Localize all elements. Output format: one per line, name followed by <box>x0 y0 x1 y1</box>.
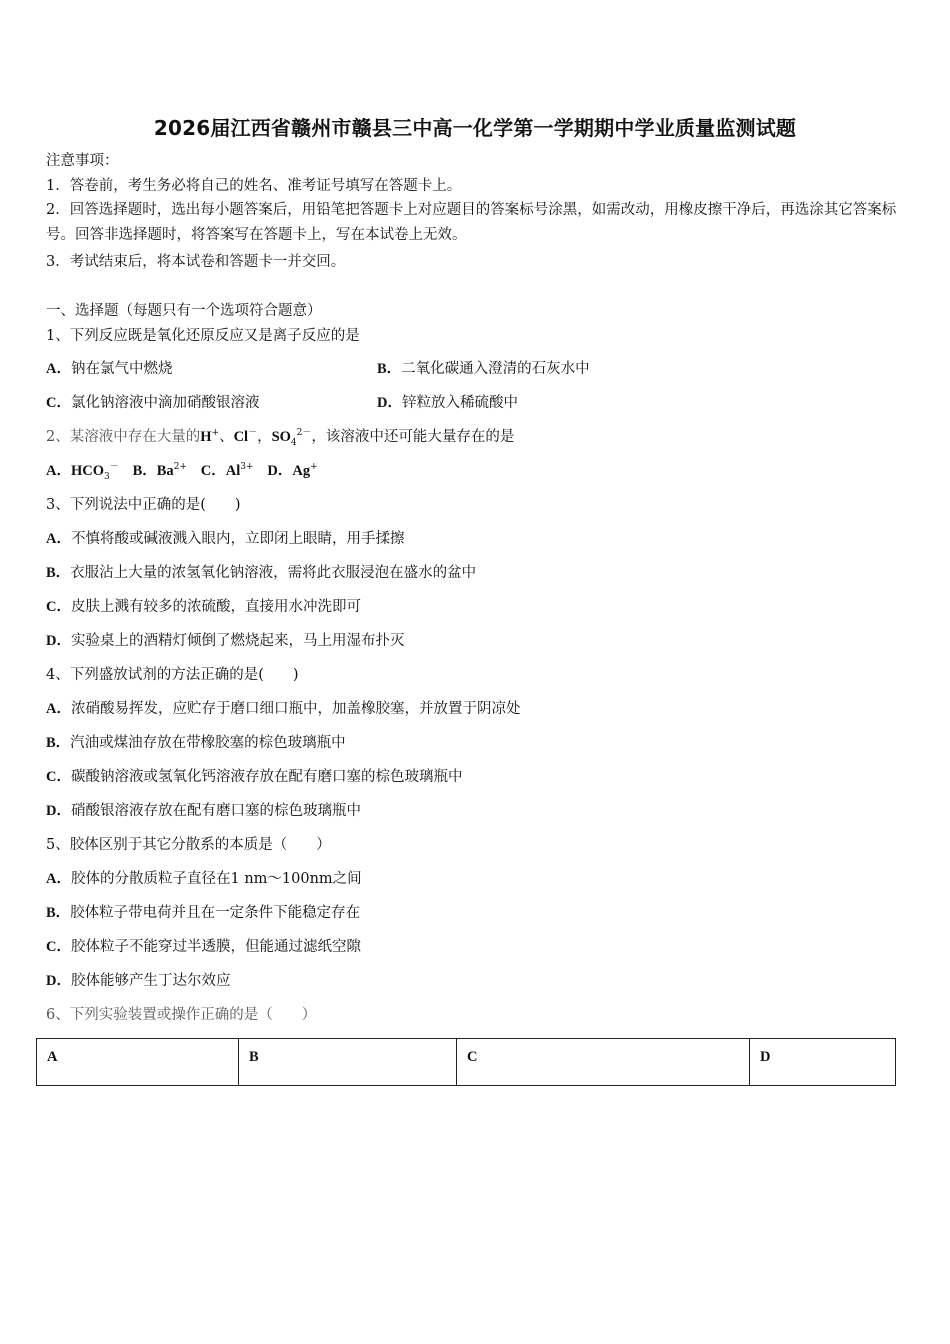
question-3-stem: 3、下列说法中正确的是( ) <box>46 497 241 513</box>
question-2-stem: 2、某溶液中存在大量的H+、Cl－，$SO_4^{2-}$，该溶液中还可能大量存在的是 <box>46 428 515 448</box>
ion-cl-charge: － <box>248 428 258 439</box>
option-text: 钠在氯气中燃烧 <box>70 361 173 377</box>
q1-option-b <box>377 359 590 379</box>
option-text: 不慎将酸或碱液溅入眼内，立即闭上眼睛，用手揉擦 <box>70 531 405 547</box>
stem-text: 2、某溶液中存在大量的 <box>46 429 201 445</box>
option-label: C． <box>200 463 226 479</box>
q3-option-b <box>46 563 476 583</box>
q3-option-a <box>46 529 404 549</box>
option-text: 皮肤上溅有较多的浓硫酸，直接用水冲洗即可 <box>70 599 361 615</box>
option-label: C． <box>46 939 71 955</box>
option-d-formula: Ag <box>292 463 311 479</box>
option-b-formula: Ba <box>156 463 174 479</box>
option-label: D． <box>46 973 71 989</box>
option-text: 汽油或煤油存放在带橡胶塞的棕色玻璃瓶中 <box>70 735 346 751</box>
q1-option-c <box>46 393 259 413</box>
option-label: A． <box>46 531 71 547</box>
q5-option-b <box>46 903 360 923</box>
option-label: B． <box>132 463 157 479</box>
q4-option-a <box>46 699 520 719</box>
q4-option-d <box>46 801 361 821</box>
q2-options <box>46 461 318 481</box>
option-text: 硝酸银溶液存放在配有磨口塞的棕色玻璃瓶中 <box>70 803 361 819</box>
q1-option-d <box>377 393 518 413</box>
option-text: 胶体粒子带电荷并且在一定条件下能稳定存在 <box>70 905 361 921</box>
option-label: B． <box>46 735 71 751</box>
option-d-charge: + <box>310 462 318 473</box>
option-a-formula: HCO <box>70 463 105 479</box>
table-cell-b: B <box>239 1039 457 1086</box>
option-label: B． <box>377 361 402 377</box>
option-text: 衣服沾上大量的浓氢氧化钠溶液，需将此衣服浸泡在盛水的盆中 <box>70 565 477 581</box>
table-cell-c: C <box>457 1039 750 1086</box>
option-text: 浓硝酸易挥发，应贮存于磨口细口瓶中，加盖橡胶塞，并放置于阴凉处 <box>70 701 521 717</box>
option-label: C． <box>46 769 71 785</box>
notes-item-1: 1．答卷前，考生务必将自己的姓名、准考证号填写在答题卡上。 <box>46 178 462 194</box>
table-cell-d: D <box>750 1039 896 1086</box>
option-label: D． <box>267 463 293 479</box>
option-label: A． <box>46 701 71 717</box>
option-text: 胶体的分散质粒子直径在1 nm～100nm之间 <box>70 871 362 887</box>
option-text: 氯化钠溶液中滴加硝酸银溶液 <box>70 395 260 411</box>
option-c-formula: Al <box>225 463 241 479</box>
q4-option-b <box>46 733 346 753</box>
option-text: 胶体粒子不能穿过半透膜，但能通过滤纸空隙 <box>70 939 361 955</box>
ion-h: H <box>200 429 212 445</box>
question-4-stem: 4、下列盛放试剂的方法正确的是( ) <box>46 667 299 683</box>
q5-option-a <box>46 869 362 889</box>
option-label: D． <box>377 395 402 411</box>
q5-option-c <box>46 937 361 957</box>
option-c-charge: 3+ <box>240 462 254 473</box>
ion-so4: SO <box>271 429 291 445</box>
notes-heading: 注意事项： <box>46 153 119 169</box>
option-a-charge: － <box>109 462 119 473</box>
q3-option-c <box>46 597 361 617</box>
option-text: 锌粒放入稀硫酸中 <box>401 395 518 411</box>
option-label: D． <box>46 803 71 819</box>
option-label: D． <box>46 633 71 649</box>
option-label: B． <box>46 905 71 921</box>
q6-options-table <box>36 1038 896 1086</box>
option-text: 二氧化碳通入澄清的石灰水中 <box>401 361 590 377</box>
table-cell-a: A <box>37 1039 239 1086</box>
table-row <box>37 1039 896 1086</box>
option-a-sub: 3 <box>104 471 110 482</box>
option-label: A． <box>46 361 71 377</box>
option-label: A． <box>46 463 71 479</box>
option-label: C． <box>46 395 71 411</box>
section-heading: 一、选择题（每题只有一个选项符合题意） <box>46 303 322 319</box>
stem-text-post: ，该溶液中还可能大量存在的是 <box>311 429 515 445</box>
ion-so4-sub: 4 <box>290 437 297 448</box>
page-title: 2026届江西省赣州市赣县三中高一化学第一学期期中学业质量监测试题 <box>153 116 797 140</box>
q3-option-d <box>46 631 404 651</box>
option-b-charge: 2+ <box>173 462 187 473</box>
ion-cl: Cl <box>233 429 249 445</box>
notes-item-3: 3．考试结束后，将本试卷和答题卡一并交回。 <box>46 254 346 270</box>
q1-option-a <box>46 359 172 379</box>
option-label: B． <box>46 565 71 581</box>
option-label: A． <box>46 871 71 887</box>
ion-so4-charge: 2－ <box>296 428 312 439</box>
q5-option-d <box>46 971 230 991</box>
notes-item-2: 2．回答选择题时，选出每小题答案后，用铅笔把答题卡上对应题目的答案标号涂黑，如需改动，用橡皮擦干净后，再选涂其它答案标号。回答非选择题时，将答案写在答题卡上，写在本试卷上无效。 <box>46 202 897 243</box>
question-5-stem: 5、胶体区别于其它分散系的本质是（ ） <box>46 837 331 853</box>
option-text: 实验桌上的酒精灯倾倒了燃烧起来，马上用湿布扑灭 <box>70 633 405 649</box>
question-1-stem: 1、下列反应既是氧化还原反应又是离子反应的是 <box>46 328 360 344</box>
option-text: 胶体能够产生丁达尔效应 <box>70 973 231 989</box>
q4-option-c <box>46 767 462 787</box>
option-label: C． <box>46 599 71 615</box>
question-6-stem: 6、下列实验装置或操作正确的是（ ） <box>46 1007 317 1023</box>
ion-h-charge: + <box>211 428 220 439</box>
option-text: 碳酸钠溶液或氢氧化钙溶液存放在配有磨口塞的棕色玻璃瓶中 <box>70 769 463 785</box>
